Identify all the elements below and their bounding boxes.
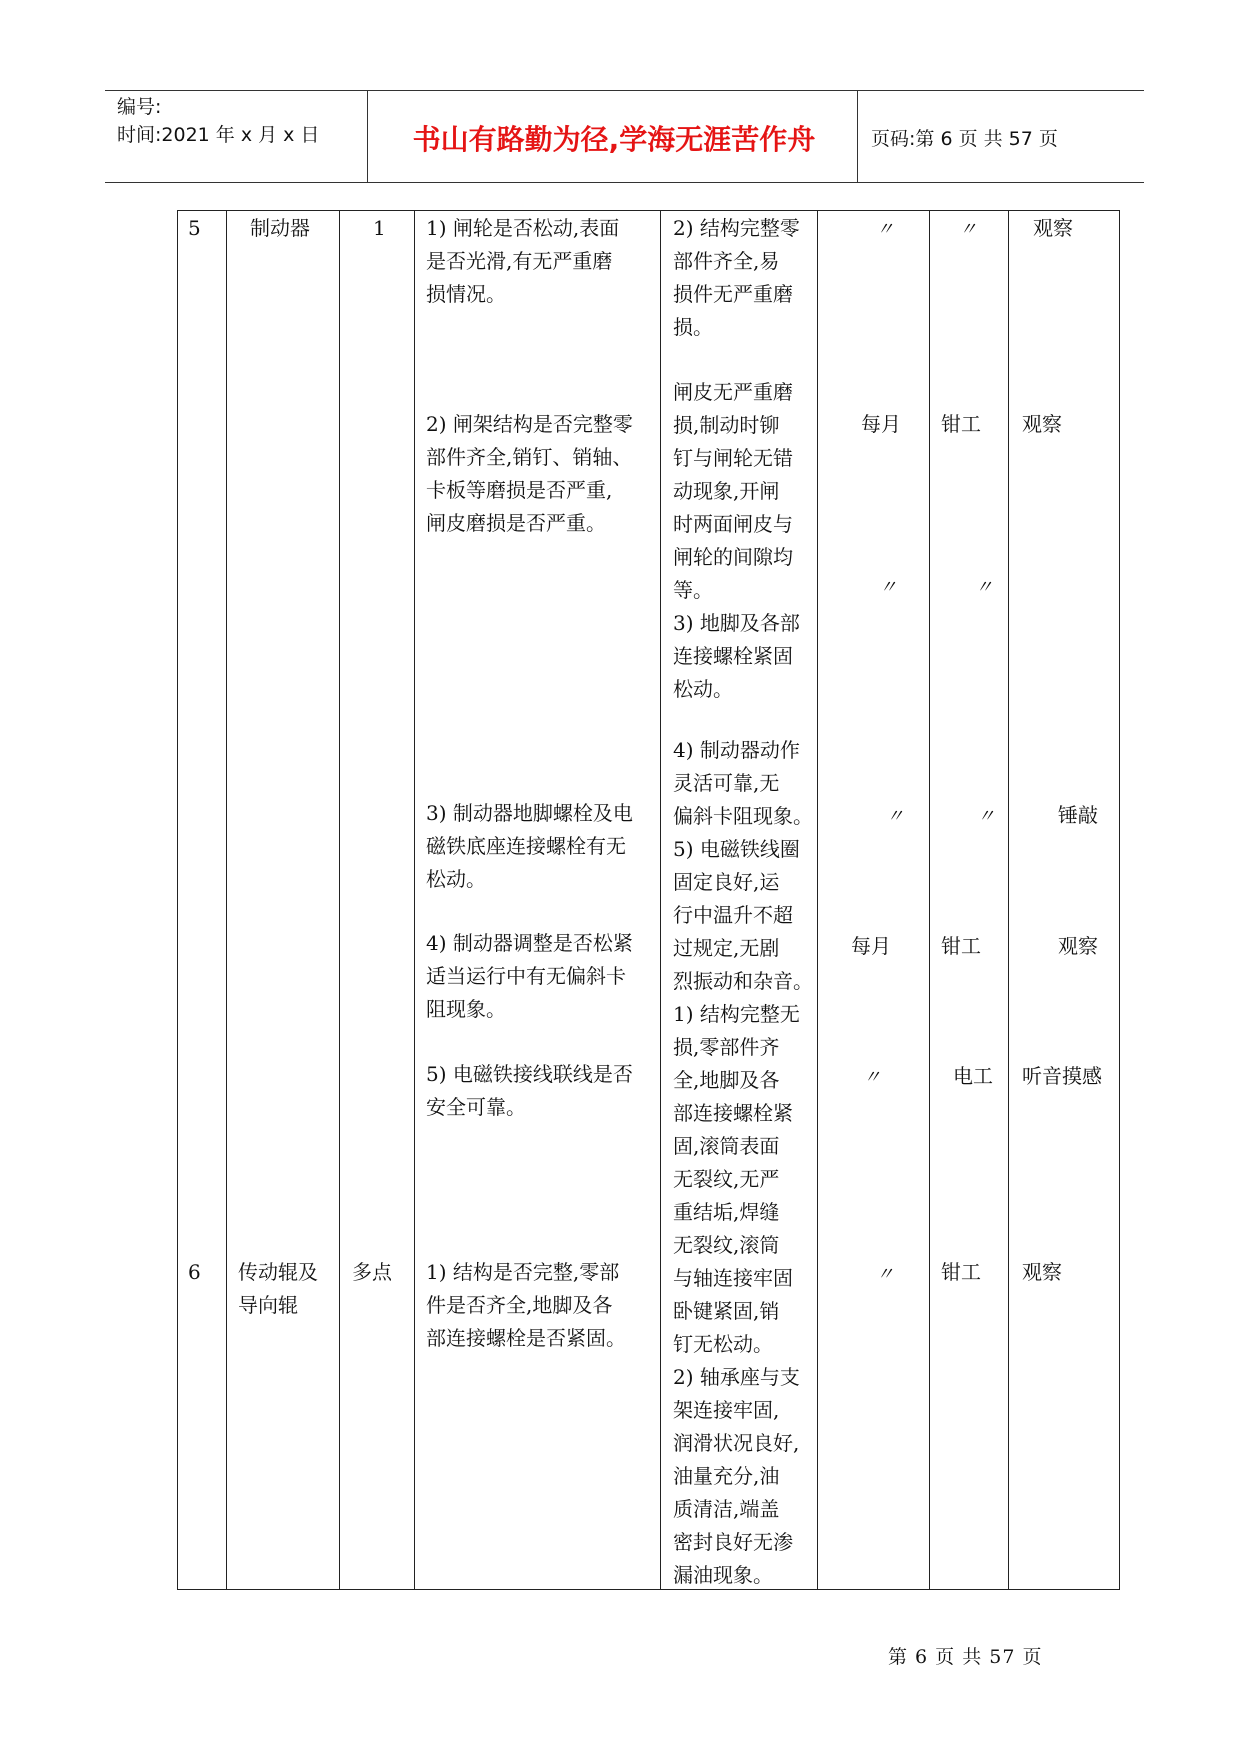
cycle-monthly: 每月 (851, 934, 891, 958)
worker-fitter: 钳工 (941, 1260, 981, 1284)
method-observe: 观察 (1058, 934, 1098, 958)
worker-fitter: 钳工 (941, 412, 981, 436)
ditto-mark: 〃 (876, 1264, 894, 1285)
standard-block-1: 2) 结构完整零 部件齐全,易 损件无严重磨 损。 (673, 216, 800, 339)
ditto-mark: 〃 (863, 1067, 881, 1088)
column-divider (339, 210, 340, 1590)
method-observe: 观察 (1033, 216, 1073, 240)
header-bottom-rule (105, 182, 1144, 183)
row-5-part: 制动器 (250, 216, 310, 240)
item-1: 1) 闸轮是否松动,表面 是否光滑,有无严重磨 损情况。 (426, 216, 620, 306)
ditto-mark: 〃 (959, 219, 977, 240)
column-divider (929, 210, 930, 1590)
item-5: 5) 电磁铁接线联线是否 安全可靠。 (426, 1062, 633, 1119)
worker-electrician: 电工 (953, 1064, 993, 1088)
row-5-number: 5 (188, 216, 201, 240)
row-6-part: 传动辊及 导向辊 (238, 1260, 318, 1317)
ditto-mark: 〃 (879, 577, 897, 598)
header-divider-left (367, 90, 368, 183)
standard-block-3: 4) 制动器动作 灵活可靠,无 偏斜卡阻现象。 5) 电磁铁线圈 固定良好,运 行中温升不超 过规定,无剧 烈振动和杂音。 1) 结构完整无 损,零部件齐 全,地脚及各 部连接螺栓紧 固,滚筒表面 无裂纹,无严 重结垢,焊缝 无裂纹,滚筒 与轴连接牢固 卧键紧固,销 钉无松动。 2) 轴承座与支 架连接牢固, 润滑状况良好, 油量充分,油 质清洁,端盖 密封良好无渗 漏油现象。 (673, 738, 813, 1587)
ditto-mark: 〃 (975, 577, 993, 598)
ditto-mark: 〃 (886, 806, 904, 827)
row-6-number: 6 (188, 1260, 201, 1284)
doc-time-label: 时间:2021 年 x 月 x 日 (117, 124, 320, 146)
header-meta (117, 93, 319, 149)
method-hammer: 锤敲 (1058, 803, 1098, 827)
column-divider (1008, 210, 1009, 1590)
method-observe: 观察 (1022, 1260, 1062, 1284)
standard-block-2: 闸皮无严重磨 损,制动时铆 钉与闸轮无错 动现象,开闸 时两面闸皮与 闸轮的间隙均 等。 3) 地脚及各部 连接螺栓紧固 松动。 (673, 380, 800, 701)
item-2: 2) 闸架结构是否完整零 部件齐全,销钉、销轴、 卡板等磨损是否严重, 闸皮磨损是否严重。 (426, 412, 633, 535)
item-4: 4) 制动器调整是否松紧 适当运行中有无偏斜卡 阻现象。 (426, 931, 633, 1021)
header-top-rule (105, 90, 1144, 91)
doc-number-label: 编号: (117, 96, 162, 118)
column-divider (660, 210, 661, 1590)
column-divider (414, 210, 415, 1590)
row-5-quantity: 1 (373, 216, 386, 240)
method-observe: 观察 (1022, 412, 1062, 436)
header-motto: 书山有路勤为径,学海无涯苦作舟 (412, 123, 816, 156)
worker-fitter: 钳工 (941, 934, 981, 958)
header-page-number: 页码:第 6 页 共 57 页 (871, 128, 1058, 150)
item-3: 3) 制动器地脚螺栓及电 磁铁底座连接螺栓有无 松动。 (426, 801, 633, 891)
ditto-mark: 〃 (876, 219, 894, 240)
item-6: 1) 结构是否完整,零部 件是否齐全,地脚及各 部连接螺栓是否紧固。 (426, 1260, 626, 1350)
ditto-mark: 〃 (977, 806, 995, 827)
method-listen: 听音摸感 (1022, 1064, 1102, 1088)
row-6-quantity: 多点 (352, 1260, 392, 1284)
column-divider (817, 210, 818, 1590)
column-divider (226, 210, 227, 1590)
page-footer: 第 6 页 共 57 页 (888, 1646, 1043, 1668)
cycle-monthly: 每月 (861, 412, 901, 436)
